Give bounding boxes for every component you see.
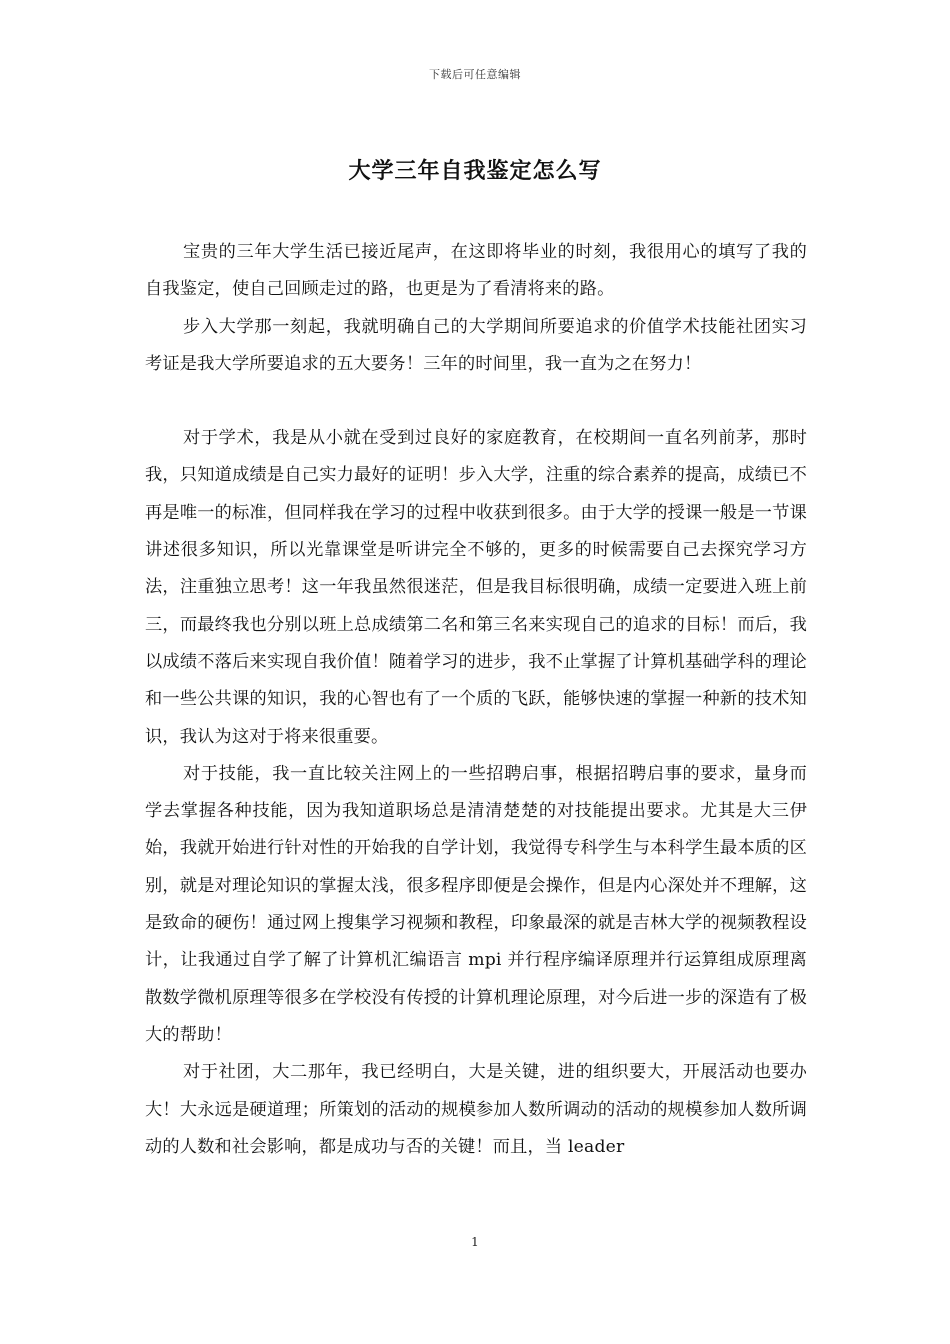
paragraph-skills: 对于技能，我一直比较关注网上的一些招聘启事，根据招聘启事的要求，量身而学去掌握各种技能，因为我知道职场总是清清楚楚的对技能提出要求。尤其是大三伊始，我就开始进行针对性的开始我的自学计划，我觉得专科学生与本科学生最本质的区别，就是对理论知识的掌握太浅，很多程序即便是会操作，但是内心深处并不理解，这是致命的硬伤！通过网上搜集学习视频和教程，印象最深的就是吉林大学的视频教程设计，让我通过自学了解了计算机汇编语言 mpi 并行程序编译原理并行运算组成原理离散数学微机原理等很多在学校没有传授的计算机理论原理，对今后进一步的深造有了极大的帮助！ bbox=[145, 763, 807, 1045]
document-body bbox=[145, 234, 807, 1166]
paragraph-goals: 步入大学那一刻起，我就明确自己的大学期间所要追求的价值学术技能社团实习考证是我大学所要追求的五大要务！三年的时间里，我一直为之在努力！ bbox=[145, 316, 807, 374]
paragraph-academics: 对于学术，我是从小就在受到过良好的家庭教育，在校期间一直名列前茅，那时我，只知道成绩是自己实力最好的证明！步入大学，注重的综合素养的提高，成绩已不再是唯一的标准，但同样我在学习的过程中收获到很多。由于大学的授课一般是一节课讲述很多知识，所以光靠课堂是听讲完全不够的，更多的时候需要自己去探究学习方法，注重独立思考！这一年我虽然很迷茫，但是我目标很明确，成绩一定要进入班上前三，而最终我也分别以班上总成绩第二名和第三名来实现自己的追求的目标！而后，我以成绩不落后来实现自我价值！随着学习的进步，我不止掌握了计算机基础学科的理论和一些公共课的知识，我的心智也有了一个质的飞跃，能够快速的掌握一种新的技术知识，我认为这对于将来很重要。 bbox=[145, 428, 807, 747]
page-number: 1 bbox=[471, 1235, 479, 1249]
paragraph-intro: 宝贵的三年大学生活已接近尾声，在这即将毕业的时刻，我很用心的填写了我的自我鉴定，使自己回顾走过的路，也更是为了看清将来的路。 bbox=[145, 242, 807, 300]
page-header-note: 下载后可任意编辑 bbox=[429, 68, 521, 81]
document-title: 大学三年自我鉴定怎么写 bbox=[348, 159, 602, 184]
paragraph-clubs: 对于社团，大二那年，我已经明白，大是关键，进的组织要大，开展活动也要办大！大永远是硬道理；所策划的活动的规模参加人数所调动的活动的规模参加人数所调动的人数和社会影响，都是成功与否的关键！而且，当 leader bbox=[145, 1062, 807, 1157]
